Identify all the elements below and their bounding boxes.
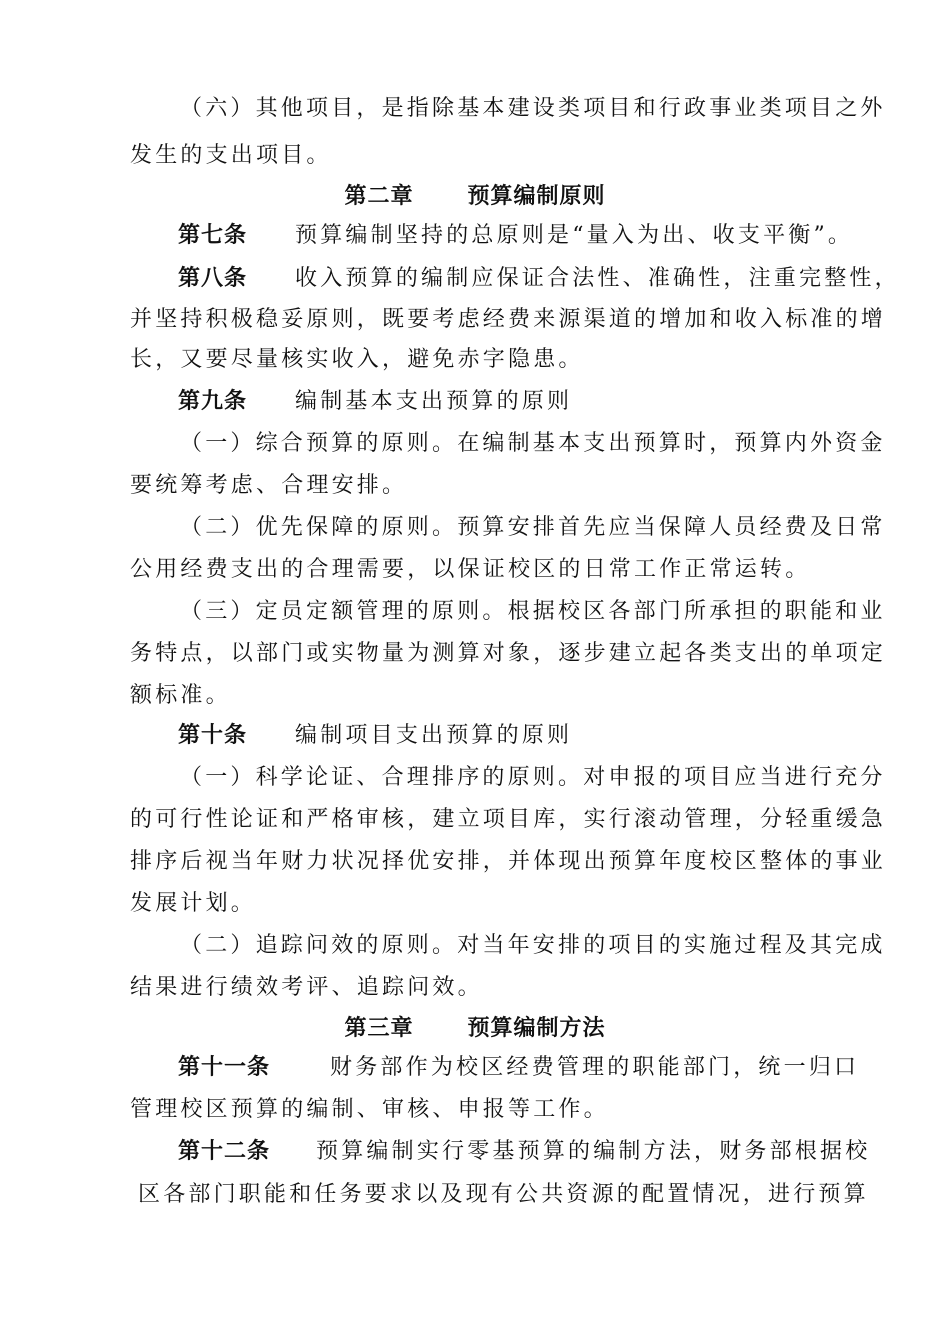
paragraph-line: 要统筹考虑、合理安排。 — [130, 473, 408, 498]
paragraph-line: 务特点，以部门或实物量为测算对象，逐步建立起各类支出的单项定 — [130, 641, 887, 666]
chapter-number: 第二章 — [344, 183, 414, 209]
chapter-title: 预算编制原则 — [467, 183, 606, 209]
paragraph-line: 区各部门职能和任务要求以及现有公共资源的配置情况，进行预算 — [138, 1182, 869, 1207]
article-text: 预算编制坚持的总原则是“量入为出、收支平衡”。 — [295, 223, 854, 248]
article-text: 编制基本支出预算的原则 — [295, 389, 573, 414]
paragraph-line: 发生的支出项目。 — [130, 143, 332, 168]
paragraph-line: 额标准。 — [130, 683, 231, 708]
article-text: 预算编制实行零基预算的编制方法，财务部根据校 — [316, 1139, 871, 1164]
article-line — [178, 1137, 870, 1167]
article-number: 第十条 — [178, 723, 248, 748]
article-text: 财务部作为校区经费管理的职能部门，统一归口 — [330, 1055, 860, 1080]
article-number: 第八条 — [178, 266, 248, 291]
paragraph-line: 公用经费支出的合理需要，以保证校区的日常工作正常运转。 — [130, 557, 811, 582]
chapter-heading — [0, 1013, 950, 1043]
paragraph-line: （一）综合预算的原则。在编制基本支出预算时，预算内外资金 — [180, 431, 886, 456]
article-line — [178, 264, 900, 294]
paragraph-line: 结果进行绩效考评、追踪问效。 — [130, 975, 483, 1000]
paragraph-line: （二）追踪问效的原则。对当年安排的项目的实施过程及其完成 — [180, 933, 886, 958]
paragraph-line: 长，又要尽量核实收入，避免赤字隐患。 — [130, 347, 584, 372]
paragraph-line: 并坚持积极稳妥原则，既要考虑经费来源渠道的增加和收入标准的增 — [130, 307, 887, 332]
paragraph-line: 排序后视当年财力状况择优安排，并体现出预算年度校区整体的事业 — [130, 849, 887, 874]
chapter-number: 第三章 — [344, 1015, 414, 1041]
article-line — [178, 1053, 859, 1083]
article-text: 编制项目支出预算的原则 — [295, 723, 573, 748]
article-number: 第十二条 — [178, 1139, 271, 1164]
paragraph-line: （六）其他项目，是指除基本建设类项目和行政事业类项目之外 — [180, 96, 886, 121]
paragraph-line: （一）科学论证、合理排序的原则。对申报的项目应当进行充分 — [180, 765, 886, 790]
paragraph-line: （三）定员定额管理的原则。根据校区各部门所承担的职能和业 — [180, 599, 886, 624]
chapter-title: 预算编制方法 — [467, 1015, 606, 1041]
paragraph-line: （二）优先保障的原则。预算安排首先应当保障人员经费及日常 — [180, 515, 886, 540]
article-number: 第十一条 — [178, 1055, 271, 1080]
article-line — [178, 721, 572, 751]
article-line — [178, 387, 572, 417]
article-line — [178, 221, 853, 251]
paragraph-line: 的可行性论证和严格审核，建立项目库，实行滚动管理，分轻重缓急 — [130, 807, 887, 832]
paragraph-line: 发展计划。 — [130, 891, 257, 916]
article-number: 第九条 — [178, 389, 248, 414]
article-number: 第七条 — [178, 223, 248, 248]
article-text: 收入预算的编制应保证合法性、准确性，注重完整性， — [295, 266, 900, 291]
chapter-heading — [0, 181, 950, 211]
paragraph-line: 管理校区预算的编制、审核、申报等工作。 — [130, 1097, 609, 1122]
